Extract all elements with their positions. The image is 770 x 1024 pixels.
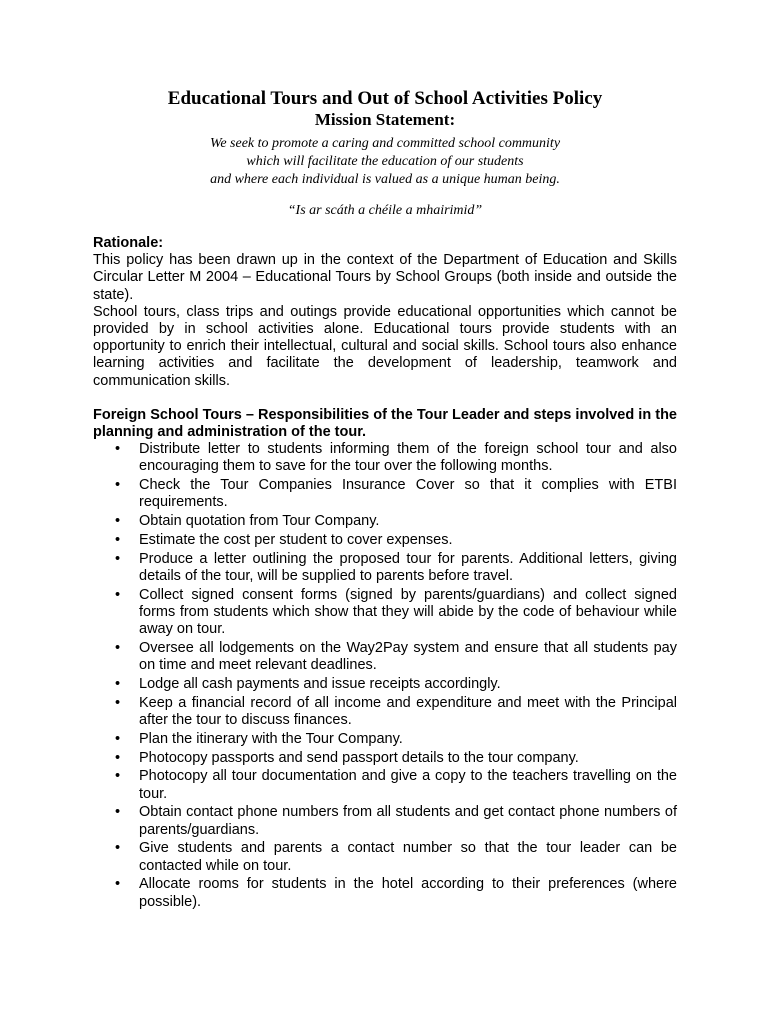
section-spacer — [93, 390, 677, 407]
rationale-paragraph: School tours, class trips and outings provide educational opportunities which cannot be provided by in school activities alone. Educational tours provide students with an opportunity to enrich their intellectual, cultural and social skills. School tours also enhance learning activities and facilitate the development of leadership, teamwork and communication skills. — [93, 303, 677, 389]
mission-statement — [0, 135, 770, 189]
list-item-text: Distribute letter to students informing them of the foreign school tour and also encouraging them to save for the tour over the following months. — [139, 441, 677, 475]
bullet-icon: • — [115, 550, 121, 567]
school-motto: “Is ar scáth a chéile a mhairimid” — [287, 203, 483, 218]
list-item — [93, 768, 677, 802]
list-item-text: Obtain contact phone numbers from all students and get contact phone numbers of parents/guardians. — [139, 804, 677, 838]
list-item — [93, 676, 677, 693]
list-item — [93, 551, 677, 585]
list-item-text: Estimate the cost per student to cover expenses. — [139, 532, 453, 549]
bullet-icon: • — [115, 768, 121, 785]
bullet-icon: • — [115, 676, 121, 693]
list-item-text: Produce a letter outlining the proposed tour for parents. Additional letters, giving details of the tour, will be supplied to parents before travel. — [139, 550, 677, 585]
bullet-icon: • — [115, 640, 121, 657]
list-item-text: Photocopy passports and send passport details to the tour company. — [139, 749, 579, 766]
list-item — [93, 477, 677, 511]
mission-statement-heading: Mission Statement: — [314, 110, 456, 129]
bullet-icon: • — [115, 513, 121, 530]
list-item — [93, 731, 677, 748]
list-item — [93, 532, 677, 549]
list-item-text: Photocopy all tour documentation and give a copy to the teachers travelling on the tour. — [139, 768, 677, 802]
rationale-heading: Rationale: — [93, 235, 164, 251]
list-item — [93, 441, 677, 475]
list-item — [93, 840, 677, 874]
bullet-icon: • — [115, 477, 121, 494]
list-item — [93, 587, 677, 639]
list-item-text: Check the Tour Companies Insurance Cover so that it complies with ETBI requirements. — [139, 477, 677, 511]
list-item — [93, 695, 677, 729]
policy-body — [93, 235, 677, 912]
list-item — [93, 513, 677, 530]
bullet-icon: • — [115, 586, 121, 603]
bullet-icon: • — [115, 730, 121, 747]
mission-line: and where each individual is valued as a unique human being. — [210, 172, 560, 187]
bullet-icon: • — [115, 749, 121, 766]
list-item — [93, 804, 677, 838]
list-item — [93, 640, 677, 674]
bullet-icon: • — [115, 804, 121, 821]
bullet-icon: • — [115, 532, 121, 549]
list-item — [93, 750, 677, 767]
mission-line: which will facilitate the education of our students — [246, 154, 524, 169]
bullet-icon: • — [115, 840, 121, 857]
responsibilities-list — [93, 441, 677, 911]
list-item-text: Collect signed consent forms (signed by parents/guardians) and collect signed forms from students which show that they will abide by the code of behaviour while away on tour. — [139, 586, 677, 638]
list-item-text: Obtain quotation from Tour Company. — [139, 513, 380, 530]
rationale-paragraph: This policy has been drawn up in the context of the Department of Education and Skills Circular Letter M 2004 – Educational Tours by School Groups (both inside and outside the state). — [93, 252, 677, 303]
list-item-text: Plan the itinerary with the Tour Company. — [139, 730, 403, 747]
list-item-text: Allocate rooms for students in the hotel according to their preferences (where possible). — [139, 876, 677, 910]
foreign-tours-heading: Foreign School Tours – Responsibilities of the Tour Leader and steps involved in the planning and administration of the tour. — [93, 406, 677, 441]
bullet-icon: • — [115, 876, 121, 893]
list-item-text: Keep a financial record of all income and expenditure and meet with the Principal after the tour to discuss finances. — [139, 694, 677, 729]
bullet-icon: • — [115, 694, 121, 711]
list-item-text: Give students and parents a contact number so that the tour leader can be contacted while on tour. — [139, 840, 677, 874]
bullet-icon: • — [115, 441, 121, 458]
document-title: Educational Tours and Out of School Activities Policy — [167, 88, 603, 109]
list-item-text: Oversee all lodgements on the Way2Pay system and ensure that all students pay on time and meet relevant deadlines. — [139, 640, 677, 674]
list-item — [93, 876, 677, 910]
mission-line: We seek to promote a caring and committed school community — [209, 136, 561, 151]
list-item-text: Lodge all cash payments and issue receipts accordingly. — [139, 676, 501, 693]
